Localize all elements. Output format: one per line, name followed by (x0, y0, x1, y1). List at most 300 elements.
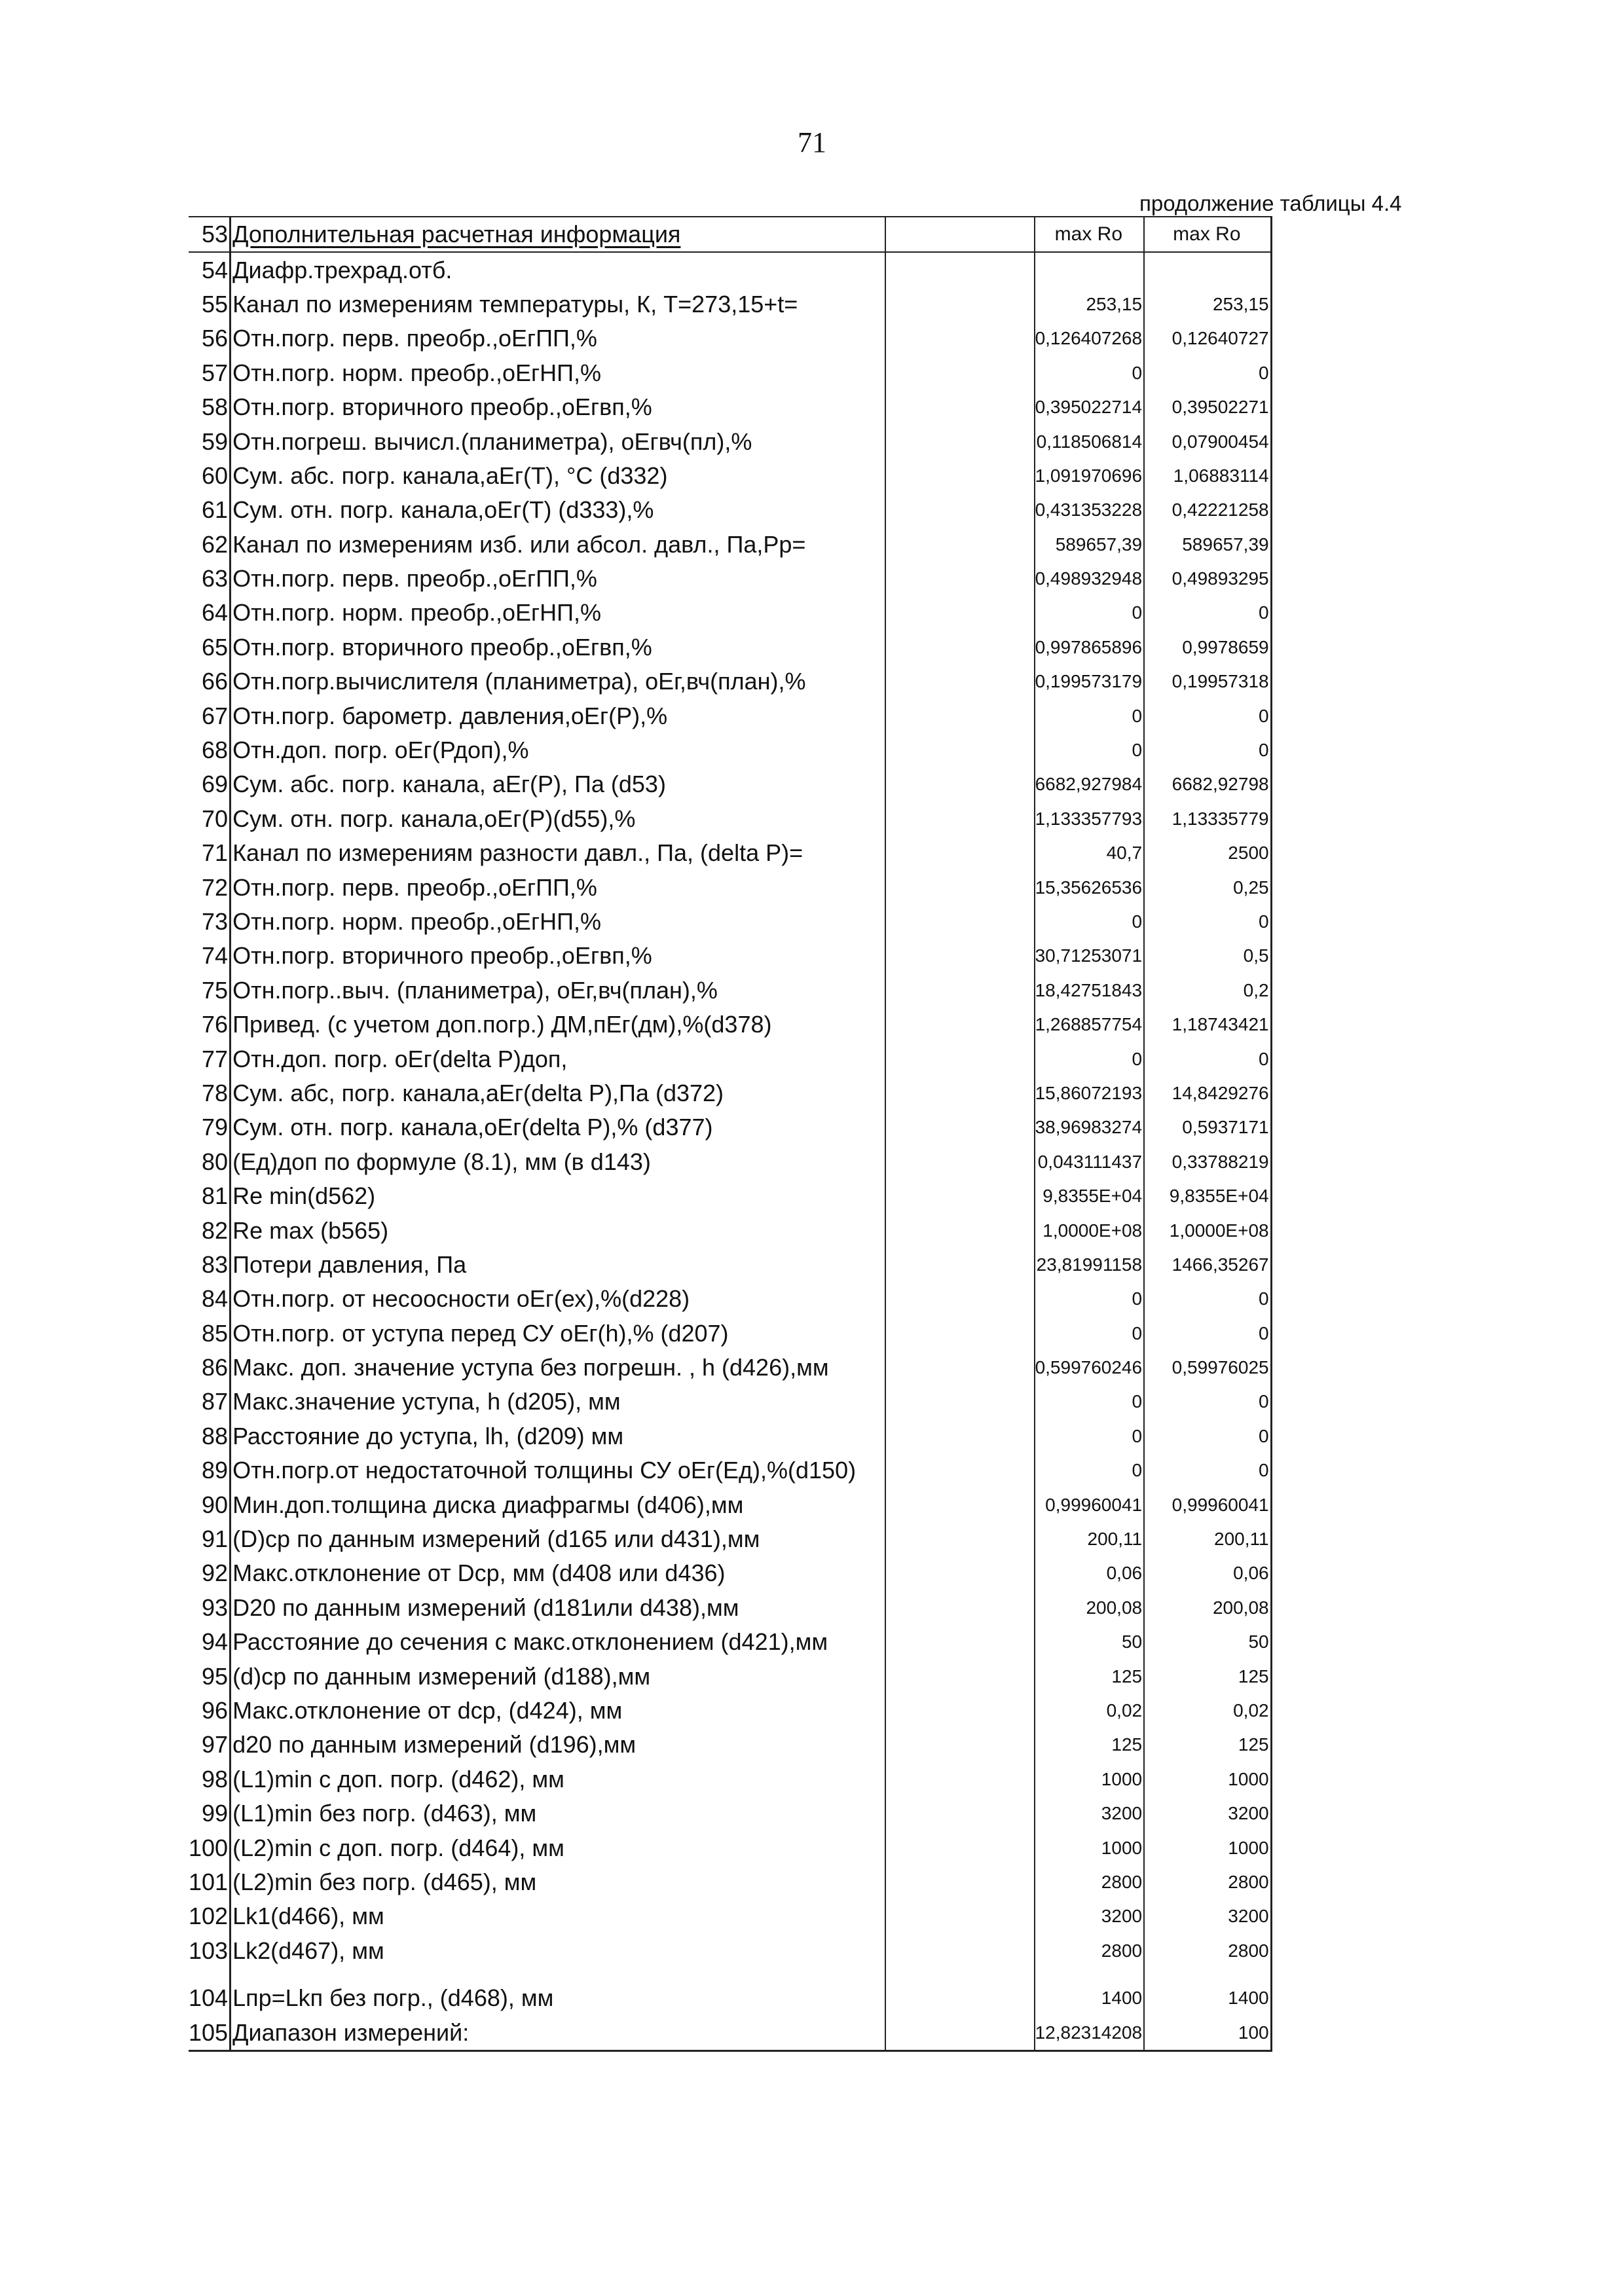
value-cell-2: 0,06 (1144, 1556, 1271, 1590)
row-number: 92 (189, 1556, 231, 1590)
blank-cell (885, 287, 1035, 321)
blank-cell (885, 1042, 1035, 1076)
table-row (189, 1487, 1271, 1522)
value-cell-2: 6682,92798 (1144, 767, 1271, 801)
row-label: (L1)min без погр. (d463), мм (231, 1796, 885, 1831)
value-cell-1: 0 (1035, 1385, 1145, 1419)
value-cell-2: 589657,39 (1144, 528, 1271, 562)
row-number: 101 (189, 1865, 231, 1899)
row-number: 86 (189, 1351, 231, 1385)
value-cell-1: 0 (1035, 1042, 1145, 1076)
table-row (189, 1981, 1271, 2015)
row-label: Отн.погр.от недостаточной толщины СУ оЕг(Ед),%(d150) (231, 1453, 885, 1487)
value-cell-2: 1466,35267 (1144, 1248, 1271, 1282)
value-cell-1: 0,395022714 (1035, 390, 1145, 424)
value-cell-2: 0,5937171 (1144, 1110, 1271, 1144)
table-row (189, 1419, 1271, 1453)
blank-cell (885, 1762, 1035, 1796)
row-number: 77 (189, 1042, 231, 1076)
blank-cell (885, 665, 1035, 699)
row-label: Диапазон измерений: (231, 2015, 885, 2050)
blank-cell (885, 870, 1035, 904)
table-row (189, 1865, 1271, 1899)
value-cell-1: 15,86072193 (1035, 1076, 1145, 1110)
blank-cell (885, 390, 1035, 424)
row-number: 91 (189, 1522, 231, 1556)
table-row (189, 1213, 1271, 1247)
value-cell-2: 0,02 (1144, 1694, 1271, 1728)
value-cell-1: 589657,39 (1035, 528, 1145, 562)
row-number: 81 (189, 1179, 231, 1213)
value-cell-2: 1,06883114 (1144, 459, 1271, 493)
blank-cell (885, 424, 1035, 458)
value-cell-1: 0 (1035, 356, 1145, 390)
row-number: 59 (189, 424, 231, 458)
row-label: Мин.доп.толщина диска диафрагмы (d406),мм (231, 1487, 885, 1522)
value-cell-1: 0,02 (1035, 1694, 1145, 1728)
blank-cell (885, 217, 1035, 252)
value-cell-1: 1,133357793 (1035, 802, 1145, 836)
value-cell-2: 0 (1144, 733, 1271, 767)
table-row (189, 630, 1271, 665)
row-number: 71 (189, 836, 231, 870)
row-number: 76 (189, 1008, 231, 1042)
blank-cell (885, 1865, 1035, 1899)
row-number: 65 (189, 630, 231, 665)
row-label: Lпр=Lkп без погр., (d468), мм (231, 1981, 885, 2015)
row-label: Re max (b565) (231, 1213, 885, 1247)
row-label: Сум. абс. погр. канала, аЕг(Р), Па (d53) (231, 767, 885, 801)
value-cell-2: 9,8355E+04 (1144, 1179, 1271, 1213)
table-row (189, 1694, 1271, 1728)
table-row (189, 802, 1271, 836)
row-label: (L1)min с доп. погр. (d462), мм (231, 1762, 885, 1796)
value-cell-2: 2800 (1144, 1865, 1271, 1899)
row-label: Привед. (с учетом доп.погр.) ДМ,пЕг(дм),%(d378) (231, 1008, 885, 1042)
row-number: 56 (189, 321, 231, 355)
spacer-row (189, 1968, 1271, 1981)
row-number: 88 (189, 1419, 231, 1453)
blank-cell (885, 630, 1035, 665)
value-cell-1: 6682,927984 (1035, 767, 1145, 801)
value-cell-2: 1000 (1144, 1831, 1271, 1865)
row-label: Канал по измерениям разности давл., Па, (delta P)= (231, 836, 885, 870)
blank-cell (885, 1522, 1035, 1556)
value-cell-2: 200,08 (1144, 1591, 1271, 1625)
value-cell-2: 0 (1144, 1453, 1271, 1487)
table-row (189, 1248, 1271, 1282)
table-header-row (189, 217, 1271, 252)
value-cell-2: 0 (1144, 1317, 1271, 1351)
row-label: Сум. отн. погр. канала,оЕг(Т) (d333),% (231, 493, 885, 527)
table-row (189, 1522, 1271, 1556)
row-number: 69 (189, 767, 231, 801)
value-cell-1: 200,11 (1035, 1522, 1145, 1556)
blank-cell (885, 802, 1035, 836)
row-number: 66 (189, 665, 231, 699)
blank-cell (885, 1419, 1035, 1453)
row-label: D20 по данным измерений (d181или d438),мм (231, 1591, 885, 1625)
row-number: 84 (189, 1282, 231, 1316)
row-number: 73 (189, 905, 231, 939)
value-cell-1: 0,599760246 (1035, 1351, 1145, 1385)
table-row (189, 390, 1271, 424)
row-label: Отн.погреш. вычисл.(планиметра), оЕгвч(пл),% (231, 424, 885, 458)
value-cell-2: 0,07900454 (1144, 424, 1271, 458)
table-row (189, 1351, 1271, 1385)
value-cell-2: 0,49893295 (1144, 562, 1271, 596)
value-cell-1: 18,42751843 (1035, 974, 1145, 1008)
row-label: (L2)min с доп. погр. (d464), мм (231, 1831, 885, 1865)
value-cell-1: 0,06 (1035, 1556, 1145, 1590)
row-label: Отн.погр.вычислителя (планиметра), оЕг,вч(план),% (231, 665, 885, 699)
row-label: Сум. абс, погр. канала,аЕг(delta Р),Па (d372) (231, 1076, 885, 1110)
value-cell-1: 1,091970696 (1035, 459, 1145, 493)
row-label: Отн.доп. погр. оЕг(delta Р)доп, (231, 1042, 885, 1076)
value-cell-1: 0,199573179 (1035, 665, 1145, 699)
blank-cell (885, 1008, 1035, 1042)
value-cell-2: 0,2 (1144, 974, 1271, 1008)
value-cell-2: 0 (1144, 1042, 1271, 1076)
value-cell-2: 0,39502271 (1144, 390, 1271, 424)
blank-cell (885, 459, 1035, 493)
page-number: 71 (798, 126, 826, 158)
blank-cell (885, 252, 1035, 287)
value-cell-1: 50 (1035, 1625, 1145, 1659)
value-cell-1: 0 (1035, 1282, 1145, 1316)
value-cell-1: 0 (1035, 733, 1145, 767)
row-number: 100 (189, 1831, 231, 1865)
table-row (189, 1831, 1271, 1865)
value-cell-1: 0 (1035, 905, 1145, 939)
value-cell-2: 50 (1144, 1625, 1271, 1659)
row-number: 104 (189, 1981, 231, 2015)
row-number: 83 (189, 1248, 231, 1282)
row-label: Отн.погр. перв. преобр.,оЕгПП,% (231, 870, 885, 904)
value-cell-2: 2500 (1144, 836, 1271, 870)
blank-cell (885, 836, 1035, 870)
value-cell-1: 12,82314208 (1035, 2015, 1145, 2050)
table-row (189, 596, 1271, 630)
row-label: Отн.погр. вторичного преобр.,оЕгвп,% (231, 939, 885, 973)
value-cell-2: 0 (1144, 905, 1271, 939)
value-cell-2: 2800 (1144, 1934, 1271, 1968)
value-cell-2: 100 (1144, 2015, 1271, 2050)
blank-cell (885, 1591, 1035, 1625)
value-cell-1: 0 (1035, 596, 1145, 630)
blank-cell (885, 1728, 1035, 1762)
value-cell-2: 253,15 (1144, 287, 1271, 321)
row-label: Макс.значение уступа, h (d205), мм (231, 1385, 885, 1419)
row-number: 64 (189, 596, 231, 630)
blank-cell (885, 1981, 1035, 2015)
table-row (189, 905, 1271, 939)
table-row (189, 321, 1271, 355)
value-cell-2: 0,59976025 (1144, 1351, 1271, 1385)
table-row (189, 1659, 1271, 1693)
row-label: Дополнительная расчетная информация (231, 217, 885, 252)
blank-cell (885, 596, 1035, 630)
table-row (189, 1282, 1271, 1316)
table-row (189, 287, 1271, 321)
row-label: Отн.погр. перв. преобр.,оЕгПП,% (231, 562, 885, 596)
blank-cell (885, 528, 1035, 562)
row-number: 90 (189, 1487, 231, 1522)
row-label: Макс.отклонение от dср, (d424), мм (231, 1694, 885, 1728)
table-row (189, 1899, 1271, 1933)
row-number: 55 (189, 287, 231, 321)
value-cell-2 (1144, 252, 1271, 287)
row-number: 82 (189, 1213, 231, 1247)
row-label: d20 по данным измерений (d196),мм (231, 1728, 885, 1762)
value-cell-2: 125 (1144, 1728, 1271, 1762)
value-cell-2: 0,99960041 (1144, 1487, 1271, 1522)
blank-cell (885, 699, 1035, 733)
row-number: 63 (189, 562, 231, 596)
value-cell-2: 200,11 (1144, 1522, 1271, 1556)
blank-cell (885, 1934, 1035, 1968)
value-cell-1: 38,96983274 (1035, 1110, 1145, 1144)
row-number: 93 (189, 1591, 231, 1625)
value-cell-2: 0 (1144, 699, 1271, 733)
value-cell-1: 1000 (1035, 1762, 1145, 1796)
blank-cell (885, 1831, 1035, 1865)
table-row (189, 1453, 1271, 1487)
table-row (189, 1179, 1271, 1213)
row-number: 60 (189, 459, 231, 493)
table-row (189, 767, 1271, 801)
continuation-label: продолжение таблицы 4.4 (1139, 191, 1402, 215)
row-number: 78 (189, 1076, 231, 1110)
row-number: 85 (189, 1317, 231, 1351)
table-row (189, 2015, 1271, 2050)
value-cell-1: 23,81991158 (1035, 1248, 1145, 1282)
row-number: 94 (189, 1625, 231, 1659)
value-cell-1 (1035, 252, 1145, 287)
table-row (189, 1145, 1271, 1179)
blank-cell (885, 905, 1035, 939)
value-cell-1: 253,15 (1035, 287, 1145, 321)
row-number: 79 (189, 1110, 231, 1144)
table-row (189, 1934, 1271, 1968)
table-row (189, 252, 1271, 287)
row-label: Макс.отклонение от Dср, мм (d408 или d436) (231, 1556, 885, 1590)
blank-cell (885, 1179, 1035, 1213)
row-number: 68 (189, 733, 231, 767)
blank-cell (885, 2015, 1035, 2050)
value-cell-1: 125 (1035, 1728, 1145, 1762)
value-cell-2: 0 (1144, 1419, 1271, 1453)
value-cell-1: 0,043111437 (1035, 1145, 1145, 1179)
table-row (189, 356, 1271, 390)
blank-cell (885, 562, 1035, 596)
table-row (189, 459, 1271, 493)
table-row (189, 528, 1271, 562)
table-row (189, 836, 1271, 870)
value-cell-2: 3200 (1144, 1899, 1271, 1933)
row-number: 96 (189, 1694, 231, 1728)
value-cell-2: 1400 (1144, 1981, 1271, 2015)
column-header-2: max Ro (1144, 217, 1271, 252)
row-label: Отн.погр..выч. (планиметра), оЕг,вч(план),% (231, 974, 885, 1008)
blank-cell (885, 1145, 1035, 1179)
value-cell-2: 1000 (1144, 1762, 1271, 1796)
table-row (189, 1796, 1271, 1831)
value-cell-2: 0 (1144, 596, 1271, 630)
row-number: 103 (189, 1934, 231, 1968)
blank-cell (885, 733, 1035, 767)
data-table (189, 216, 1272, 2052)
table-row (189, 1008, 1271, 1042)
row-label: Отн.погр. норм. преобр.,оЕгНП,% (231, 596, 885, 630)
blank-cell (885, 356, 1035, 390)
row-number: 67 (189, 699, 231, 733)
row-number: 58 (189, 390, 231, 424)
table-row (189, 424, 1271, 458)
row-label: Отн.погр. вторичного преобр.,оЕгвп,% (231, 630, 885, 665)
row-label: (Ед)доп по формуле (8.1), мм (в d143) (231, 1145, 885, 1179)
row-number: 62 (189, 528, 231, 562)
table-row (189, 870, 1271, 904)
row-label: Отн.погр. норм. преобр.,оЕгНП,% (231, 356, 885, 390)
blank-cell (885, 1694, 1035, 1728)
value-cell-2: 125 (1144, 1659, 1271, 1693)
blank-cell (885, 767, 1035, 801)
value-cell-1: 15,35626536 (1035, 870, 1145, 904)
column-header-1: max Ro (1035, 217, 1145, 252)
value-cell-2: 0,42221258 (1144, 493, 1271, 527)
row-number: 53 (189, 217, 231, 252)
table-row (189, 939, 1271, 973)
blank-cell (885, 939, 1035, 973)
value-cell-2: 1,0000E+08 (1144, 1213, 1271, 1247)
row-label: Отн.доп. погр. оЕг(Рдоп),% (231, 733, 885, 767)
table-row (189, 1728, 1271, 1762)
value-cell-2: 0,19957318 (1144, 665, 1271, 699)
value-cell-1: 2800 (1035, 1934, 1145, 1968)
row-label: Re min(d562) (231, 1179, 885, 1213)
value-cell-2: 1,18743421 (1144, 1008, 1271, 1042)
value-cell-1: 0 (1035, 1453, 1145, 1487)
value-cell-1: 200,08 (1035, 1591, 1145, 1625)
value-cell-1: 0 (1035, 1317, 1145, 1351)
value-cell-2: 3200 (1144, 1796, 1271, 1831)
blank-cell (885, 1076, 1035, 1110)
blank-cell (885, 1487, 1035, 1522)
blank-cell (885, 974, 1035, 1008)
value-cell-2: 14,8429276 (1144, 1076, 1271, 1110)
blank-cell (885, 1317, 1035, 1351)
row-label: Диафр.трехрад.отб. (231, 252, 885, 287)
value-cell-1: 2800 (1035, 1865, 1145, 1899)
value-cell-1: 9,8355E+04 (1035, 1179, 1145, 1213)
value-cell-1: 0,498932948 (1035, 562, 1145, 596)
table-row (189, 1042, 1271, 1076)
row-number: 75 (189, 974, 231, 1008)
table-row (189, 665, 1271, 699)
blank-cell (885, 1453, 1035, 1487)
row-label: Отн.погр. перв. преобр.,оЕгПП,% (231, 321, 885, 355)
row-label: Канал по измерениям изб. или абсол. давл., Па,Рр= (231, 528, 885, 562)
row-label: Потери давления, Па (231, 1248, 885, 1282)
row-number: 95 (189, 1659, 231, 1693)
value-cell-1: 0,431353228 (1035, 493, 1145, 527)
value-cell-1: 30,71253071 (1035, 939, 1145, 973)
value-cell-1: 0,99960041 (1035, 1487, 1145, 1522)
table-row (189, 1762, 1271, 1796)
row-number: 80 (189, 1145, 231, 1179)
value-cell-1: 40,7 (1035, 836, 1145, 870)
table-row (189, 1317, 1271, 1351)
row-number: 98 (189, 1762, 231, 1796)
value-cell-1: 0,118506814 (1035, 424, 1145, 458)
blank-cell (885, 1625, 1035, 1659)
row-number: 97 (189, 1728, 231, 1762)
row-number: 57 (189, 356, 231, 390)
table-row (189, 974, 1271, 1008)
row-number: 70 (189, 802, 231, 836)
blank-cell (885, 1899, 1035, 1933)
value-cell-2: 0 (1144, 356, 1271, 390)
row-label: Сум. отн. погр. канала,оЕг(delta Р),% (d377) (231, 1110, 885, 1144)
blank-cell (885, 1213, 1035, 1247)
table-row (189, 733, 1271, 767)
row-number: 72 (189, 870, 231, 904)
value-cell-1: 0,126407268 (1035, 321, 1145, 355)
value-cell-1: 3200 (1035, 1899, 1145, 1933)
table-row (189, 699, 1271, 733)
row-label: Lk1(d466), мм (231, 1899, 885, 1933)
row-label: (D)ср по данным измерений (d165 или d431),мм (231, 1522, 885, 1556)
value-cell-1: 0 (1035, 699, 1145, 733)
value-cell-1: 1,0000E+08 (1035, 1213, 1145, 1247)
row-label: Отн.погр. барометр. давления,оЕг(Р),% (231, 699, 885, 733)
value-cell-2: 0,25 (1144, 870, 1271, 904)
value-cell-1: 125 (1035, 1659, 1145, 1693)
table-row (189, 1591, 1271, 1625)
table-row (189, 1076, 1271, 1110)
value-cell-1: 0 (1035, 1419, 1145, 1453)
row-number: 99 (189, 1796, 231, 1831)
table-row (189, 1110, 1271, 1144)
row-label: Канал по измерениям температуры, К, Т=273,15+t= (231, 287, 885, 321)
row-label: Сум. абс. погр. канала,аЕг(Т), °С (d332) (231, 459, 885, 493)
value-cell-1: 1,268857754 (1035, 1008, 1145, 1042)
row-number: 61 (189, 493, 231, 527)
row-label: Lk2(d467), мм (231, 1934, 885, 1968)
value-cell-2: 0,12640727 (1144, 321, 1271, 355)
value-cell-2: 0,9978659 (1144, 630, 1271, 665)
row-label: Отн.погр. вторичного преобр.,оЕгвп,% (231, 390, 885, 424)
row-label: (L2)min без погр. (d465), мм (231, 1865, 885, 1899)
blank-cell (885, 1385, 1035, 1419)
value-cell-2: 0,33788219 (1144, 1145, 1271, 1179)
table-row (189, 562, 1271, 596)
value-cell-2: 0 (1144, 1385, 1271, 1419)
row-number: 89 (189, 1453, 231, 1487)
row-label: Расстояние до сечения с макс.отклонением (d421),мм (231, 1625, 885, 1659)
value-cell-2: 0,5 (1144, 939, 1271, 973)
blank-cell (885, 1351, 1035, 1385)
row-number: 102 (189, 1899, 231, 1933)
row-number: 74 (189, 939, 231, 973)
blank-cell (885, 1556, 1035, 1590)
row-number: 54 (189, 252, 231, 287)
blank-cell (885, 1659, 1035, 1693)
row-label: (d)ср по данным измерений (d188),мм (231, 1659, 885, 1693)
table-row (189, 1385, 1271, 1419)
row-label: Отн.погр. от уступа перед СУ оЕг(h),% (d207) (231, 1317, 885, 1351)
